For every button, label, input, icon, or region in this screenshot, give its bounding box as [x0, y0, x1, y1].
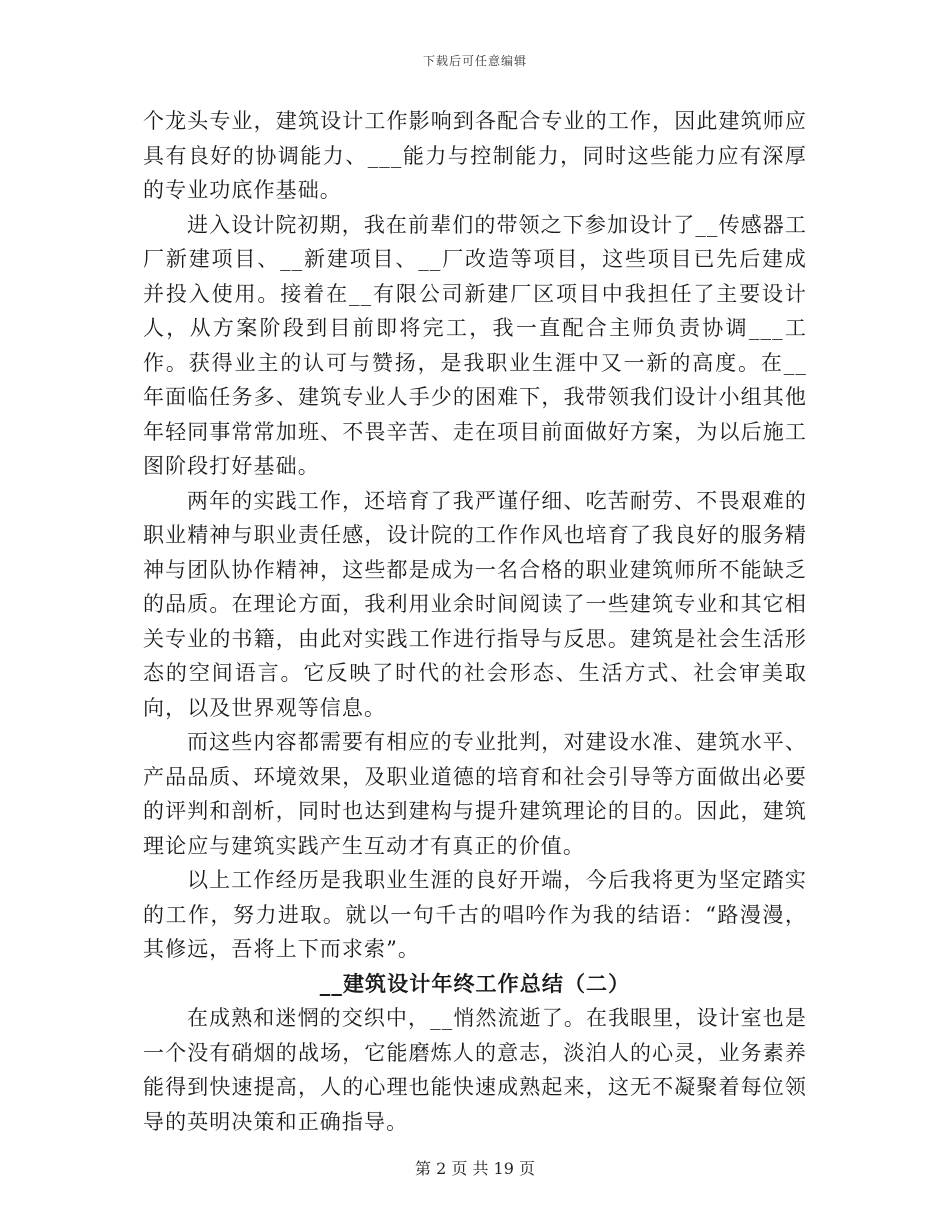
paragraph-conclusion: 以上工作经历是我职业生涯的良好开端，今后我将更为坚定踏实的工作，努力进取。就以一句千古的唱吟作为我的结语：“路漫漫，其修远，吾将上下而求索”。: [143, 868, 807, 961]
paragraph-projects: 进入设计院初期，我在前辈们的带领之下参加设计了__传感器工厂新建项目、__新建项目、__厂改造等项目，这些项目已先后建成并投入使用。接着在__有限公司新建厂区项目中我担任了主要设计人，从方案阶段到目前即将完工，我一直配合主师负责协调___工作。获得业主的认可与赞扬，是我职业生涯中又一新的高度。在__年面临任务多、建筑专业人手少的困难下，我带领我们设计小组其他年轻同事常常加班、不畏辛苦、走在项目前面做好方案，为以后施工图阶段打好基础。: [143, 212, 807, 478]
paragraph-critique: 而这些内容都需要有相应的专业批判，对建设水准、建筑水平、产品品质、环境效果，及职业道德的培育和社会引导等方面做出必要的评判和剖析，同时也达到建构与提升建筑理论的目的。因此，建筑理论应与建筑实践产生互动才有真正的价值。: [143, 730, 807, 858]
section-title: __建筑设计年终工作总结（二）: [319, 970, 631, 996]
paragraph-section-intro: 在成熟和迷惘的交织中，__悄然流逝了。在我眼里，设计室也是一个没有硝烟的战场，它能磨炼人的意志，淡泊人的心灵，业务素养能得到快速提高，人的心理也能快速成熟起来，这无不凝聚着每位领导的英明决策和正确指导。: [143, 1006, 807, 1134]
page-header: 下载后可任意编辑: [422, 54, 527, 68]
document-body: [143, 104, 807, 1139]
page-number: 第 2 页 共 19 页: [415, 1159, 535, 1178]
paragraph-continuation: 个龙头专业，建筑设计工作影响到各配合专业的工作，因此建筑师应具有良好的协调能力、___能力与控制能力，同时这些能力应有深厚的专业功底作基础。: [143, 109, 807, 202]
paragraph-practice: 两年的实践工作，还培育了我严谨仔细、吃苦耐劳、不畏艰难的职业精神与职业责任感，设计院的工作作风也培育了我良好的服务精神与团队协作精神，这些都是成为一名合格的职业建筑师所不能缺乏的品质。在理论方面，我利用业余时间阅读了一些建筑专业和其它相关专业的书籍，由此对实践工作进行指导与反思。建筑是社会生活形态的空间语言。它反映了时代的社会形态、生活方式、社会审美取向，以及世界观等信息。: [143, 488, 807, 720]
